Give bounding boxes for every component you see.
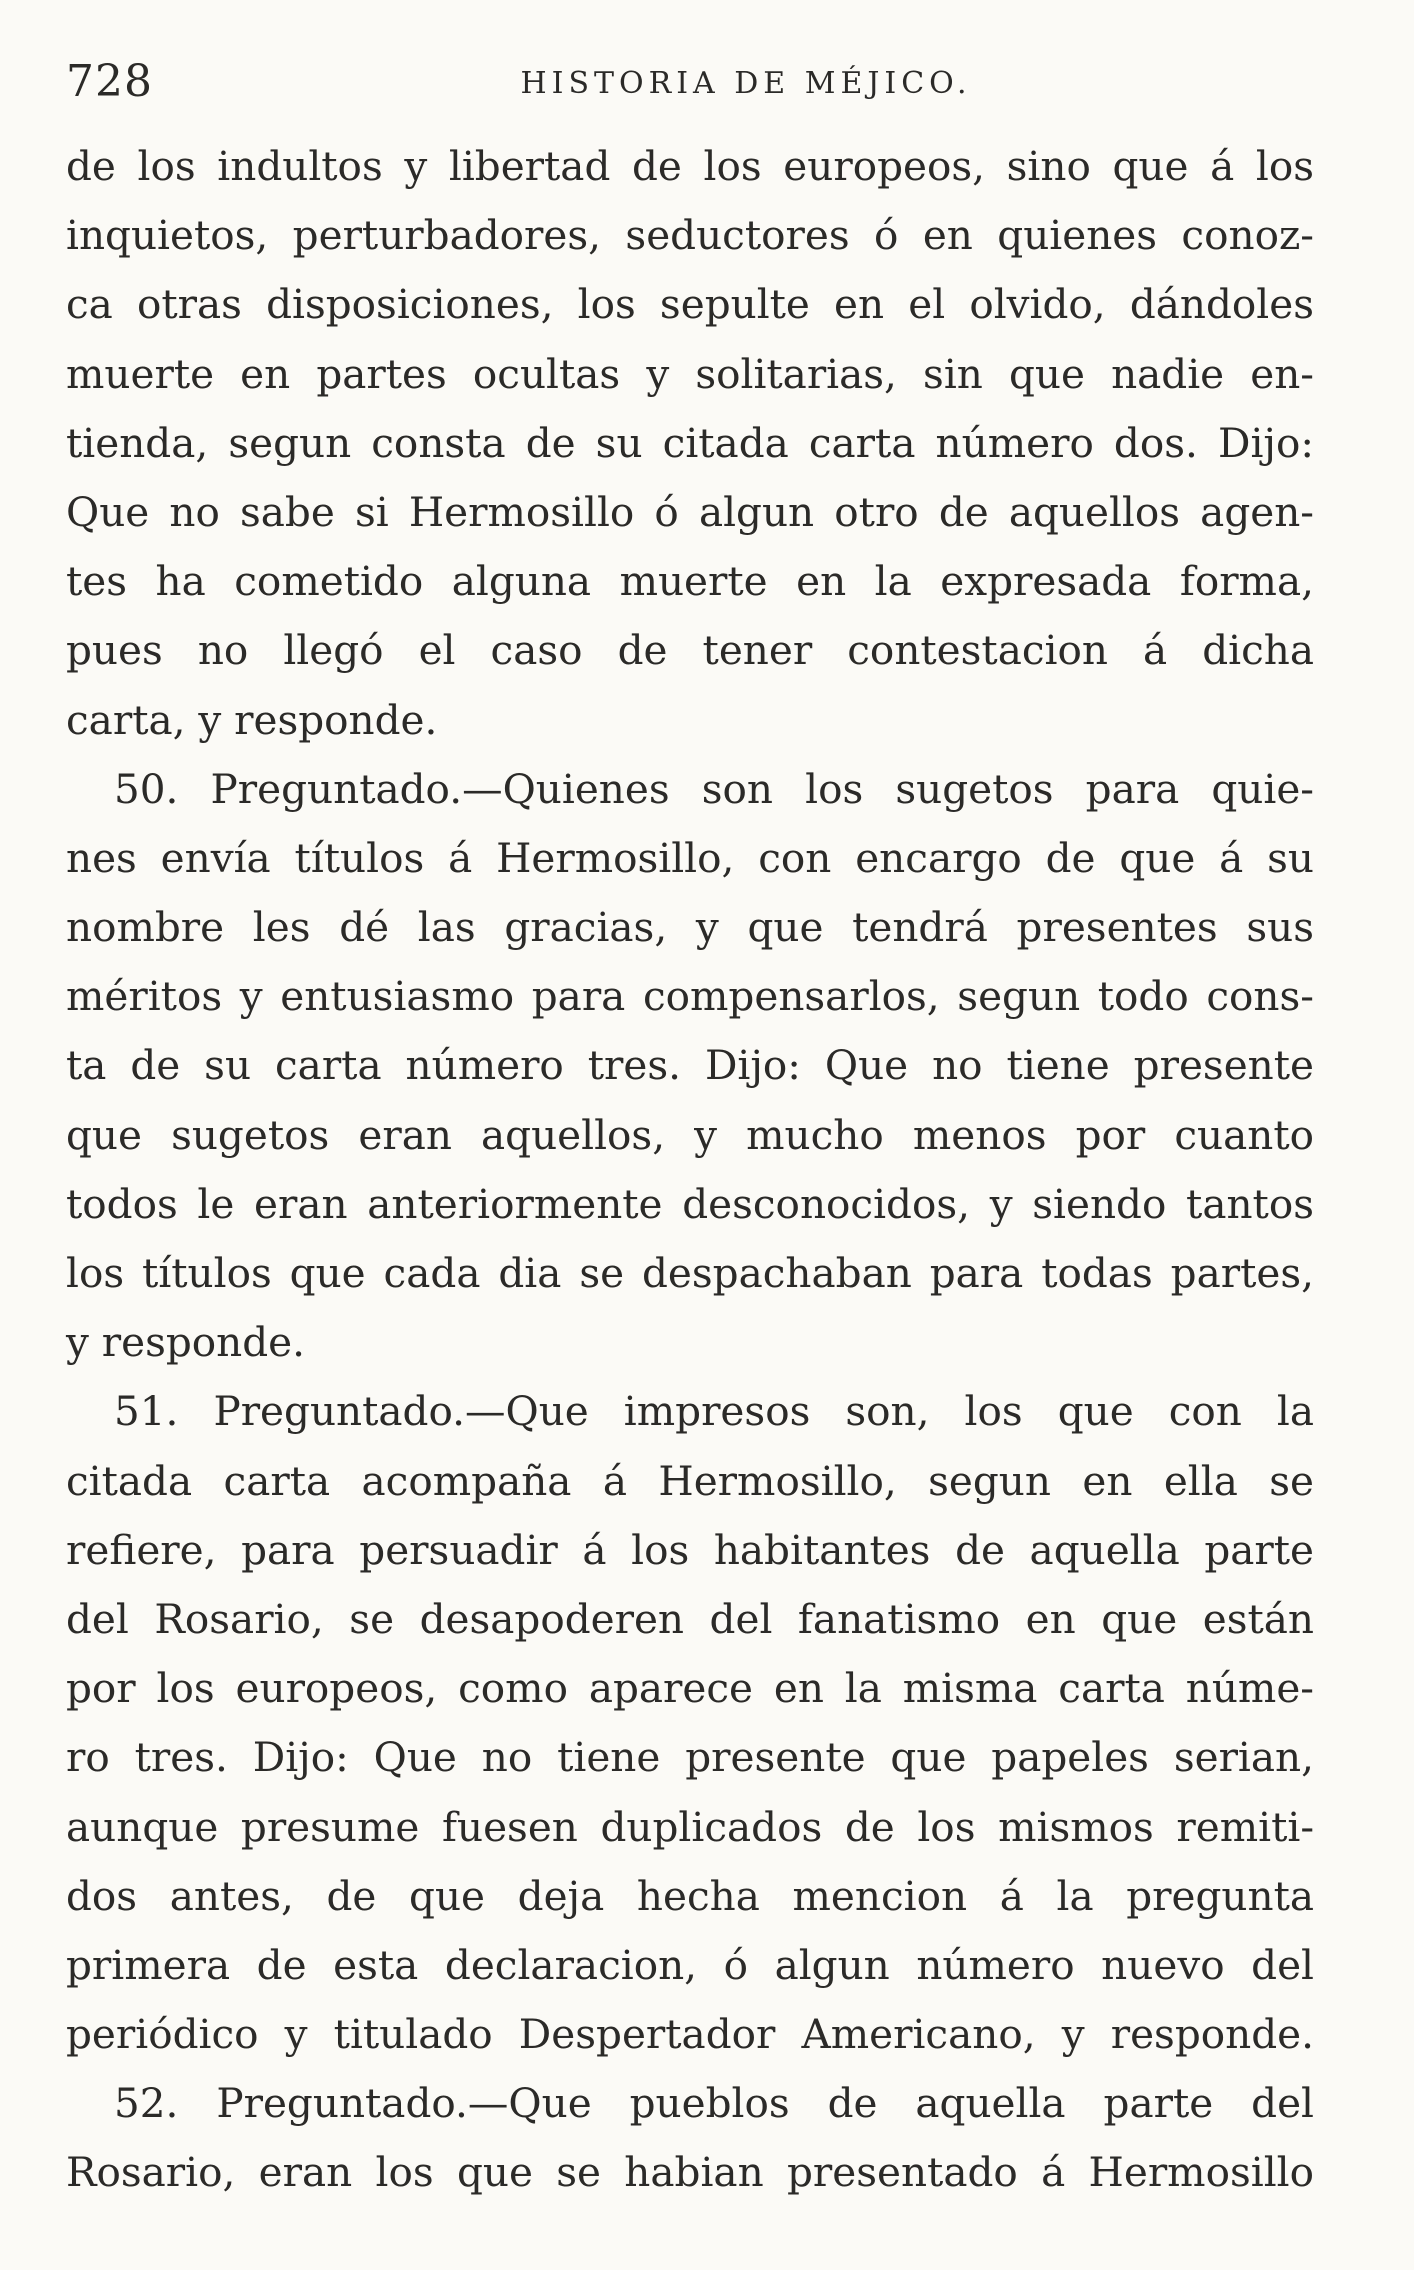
text-line: de los indultos y libertad de los europeos, sino que á los	[66, 142, 1314, 190]
text-line: pues no llegó el caso de tener contestacion á dicha	[66, 626, 1314, 675]
text-line: aunque presume fuesen duplicados de los mismos remiti-	[66, 1802, 1314, 1851]
text-line: ro tres. Dijo: Que no tiene presente que papeles serian,	[66, 1733, 1314, 1782]
text-line: del Rosario, se desapoderen del fanatismo en que están	[66, 1594, 1314, 1643]
text-line: primera de esta declaracion, ó algun número nuevo del	[66, 1940, 1314, 1989]
page-number: 728	[66, 56, 153, 107]
text-line: inquietos, perturbadores, seductores ó en quienes conoz-	[66, 211, 1314, 260]
body-text	[66, 132, 1314, 2208]
text-line: 52. Preguntado.—Que pueblos de aquella parte del	[114, 2079, 1314, 2128]
text-line: los títulos que cada dia se despachaban para todas partes,	[66, 1249, 1314, 1297]
text-line: que sugetos eran aquellos, y mucho menos por cuanto	[66, 1110, 1314, 1159]
text-line: tes ha cometido alguna muerte en la expresada forma,	[66, 557, 1314, 606]
text-line: carta, y responde.	[66, 695, 438, 744]
text-line: Rosario, eran los que se habian presentado á Hermosillo	[66, 2148, 1314, 2197]
running-title: HISTORIA DE MÉJICO.	[520, 66, 972, 101]
text-line: muerte en partes ocultas y solitarias, sin que nadie en-	[66, 349, 1314, 398]
running-head	[66, 52, 1316, 112]
text-line: ta de su carta número tres. Dijo: Que no tiene presente	[66, 1041, 1314, 1090]
text-line: 50. Preguntado.—Quienes son los sugetos para quie-	[114, 764, 1314, 813]
text-line: citada carta acompaña á Hermosillo, segun en ella se	[66, 1456, 1314, 1505]
text-line: refiere, para persuadir á los habitantes de aquella parte	[66, 1525, 1314, 1574]
text-line: y responde.	[66, 1318, 306, 1367]
text-line: Que no sabe si Hermosillo ó algun otro de aquellos agen-	[66, 487, 1314, 536]
text-line: ca otras disposiciones, los sepulte en el olvido, dándoles	[66, 280, 1314, 329]
text-line: por los europeos, como aparece en la misma carta núme-	[66, 1664, 1314, 1713]
text-line: tienda, segun consta de su citada carta número dos. Dijo:	[66, 418, 1314, 467]
text-line: 51. Preguntado.—Que impresos son, los que con la	[114, 1387, 1314, 1436]
text-line: nombre les dé las gracias, y que tendrá presentes sus	[66, 903, 1314, 952]
text-line: periódico y titulado Despertador Americano, y responde.	[66, 2010, 1314, 2059]
text-line: nes envía títulos á Hermosillo, con encargo de que á su	[66, 833, 1314, 882]
text-line: méritos y entusiasmo para compensarlos, segun todo cons-	[66, 972, 1314, 1021]
text-line: dos antes, de que deja hecha mencion á la pregunta	[66, 1871, 1314, 1920]
text-line: todos le eran anteriormente desconocidos, y siendo tantos	[66, 1179, 1314, 1228]
